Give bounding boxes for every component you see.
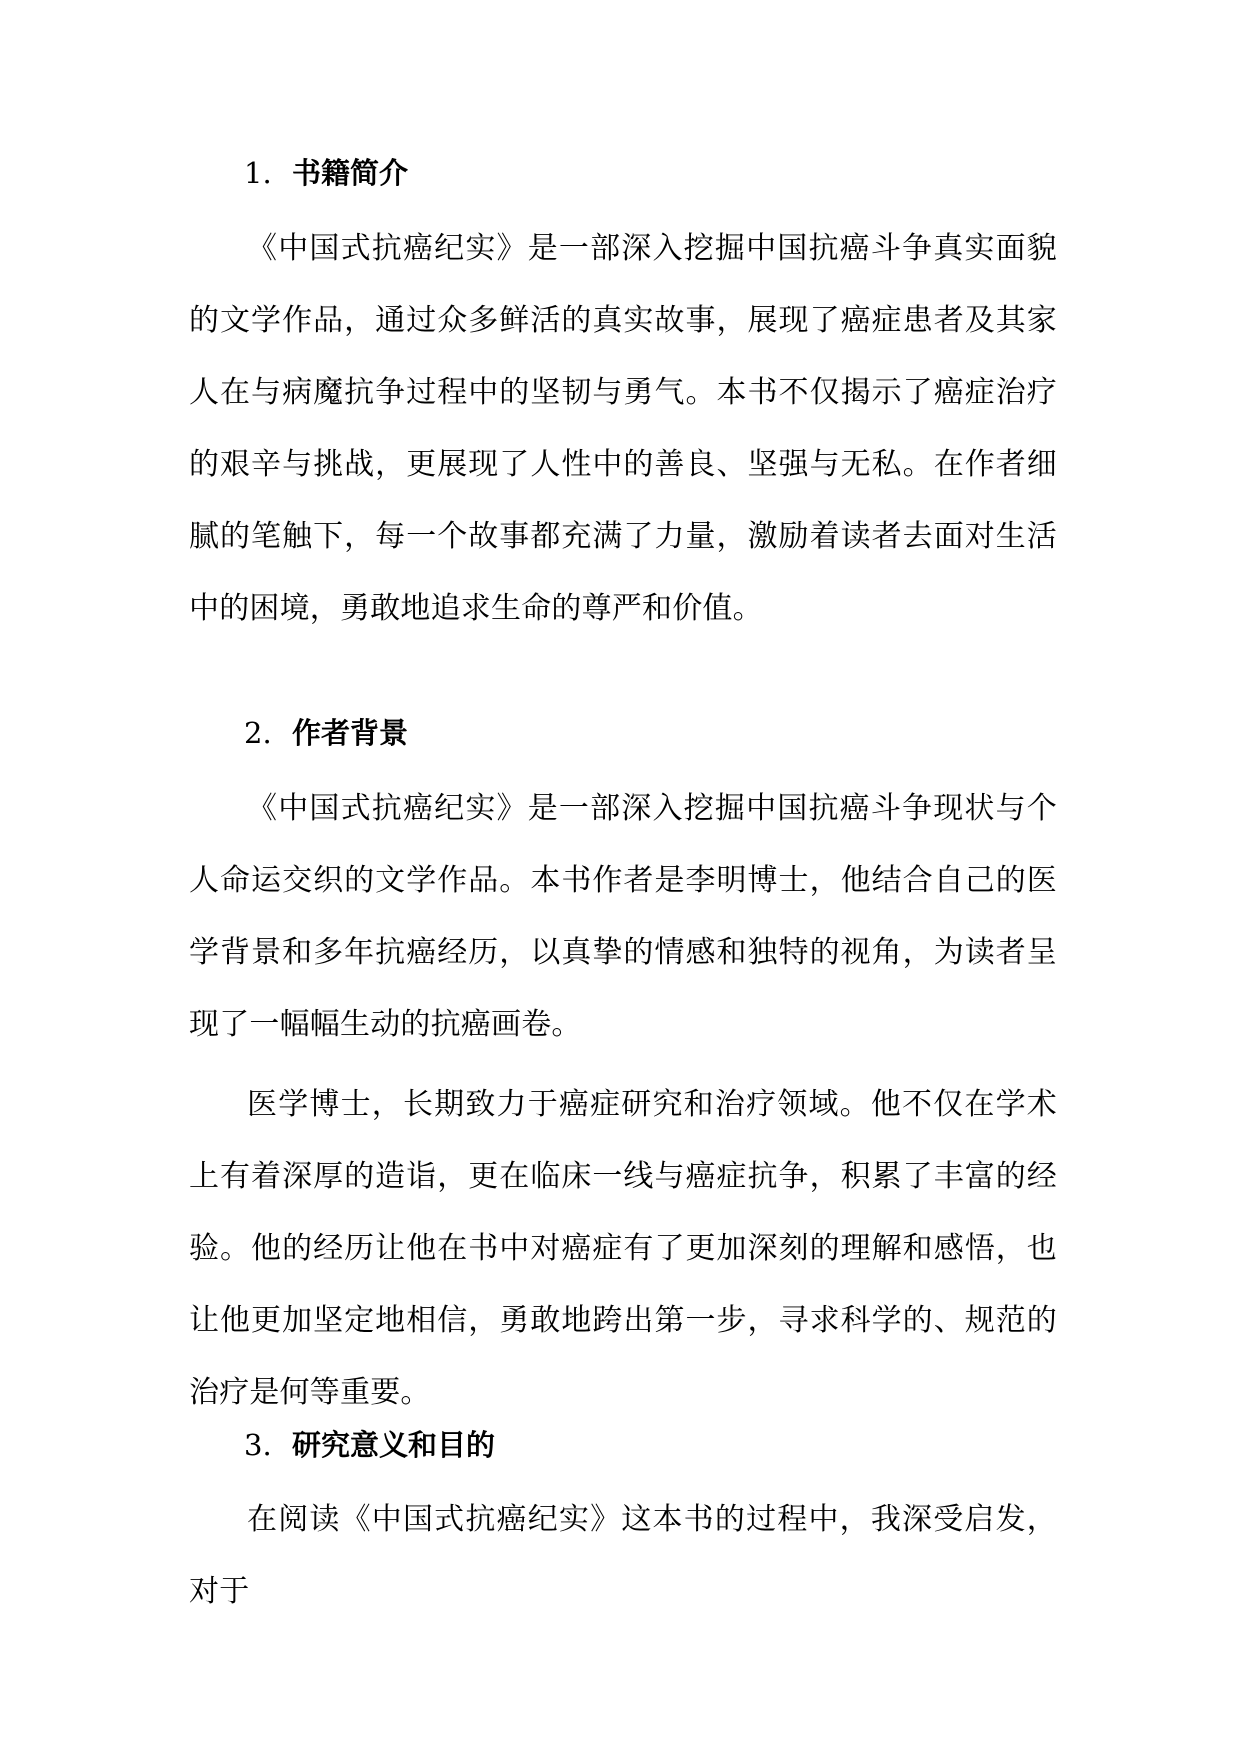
section-number: 3.	[244, 1428, 272, 1462]
paragraph-author-background-1: 《中国式抗癌纪实》是一部深入挖掘中国抗癌斗争现状与个人命运交织的文学作品。本书作者是李明博士，他结合自己的医学背景和多年抗癌经历，以真挚的情感和独特的视角，为读者呈现了一幅幅生动的抗癌画卷。	[189, 791, 1057, 1042]
section-heading-author-background	[244, 713, 408, 753]
paragraph-research-purpose: 在阅读《中国式抗癌纪实》这本书的过程中，我深受启发，对于	[189, 1502, 1057, 1609]
section-number: 1.	[244, 156, 272, 190]
section-title: 研究意义和目的	[292, 1428, 496, 1462]
section-title: 书籍简介	[292, 156, 409, 190]
paragraph-book-intro: 《中国式抗癌纪实》是一部深入挖掘中国抗癌斗争真实面貌的文学作品，通过众多鲜活的真实故事，展现了癌症患者及其家人在与病魔抗争过程中的坚韧与勇气。本书不仅揭示了癌症治疗的艰辛与挑战，更展现了人性中的善良、坚强与无私。在作者细腻的笔触下，每一个故事都充满了力量，激励着读者去面对生活中的困境，勇敢地追求生命的尊严和价值。	[189, 231, 1057, 626]
section-heading-book-intro	[244, 153, 408, 193]
section-heading-research-purpose	[244, 1425, 495, 1465]
section-number: 2.	[244, 716, 272, 750]
section-title: 作者背景	[292, 716, 409, 750]
paragraph-author-background-2: 医学博士，长期致力于癌症研究和治疗领域。他不仅在学术上有着深厚的造诣，更在临床一线与癌症抗争，积累了丰富的经验。他的经历让他在书中对癌症有了更加深刻的理解和感悟，也让他更加坚定地相信，勇敢地跨出第一步，寻求科学的、规范的治疗是何等重要。	[189, 1087, 1057, 1410]
